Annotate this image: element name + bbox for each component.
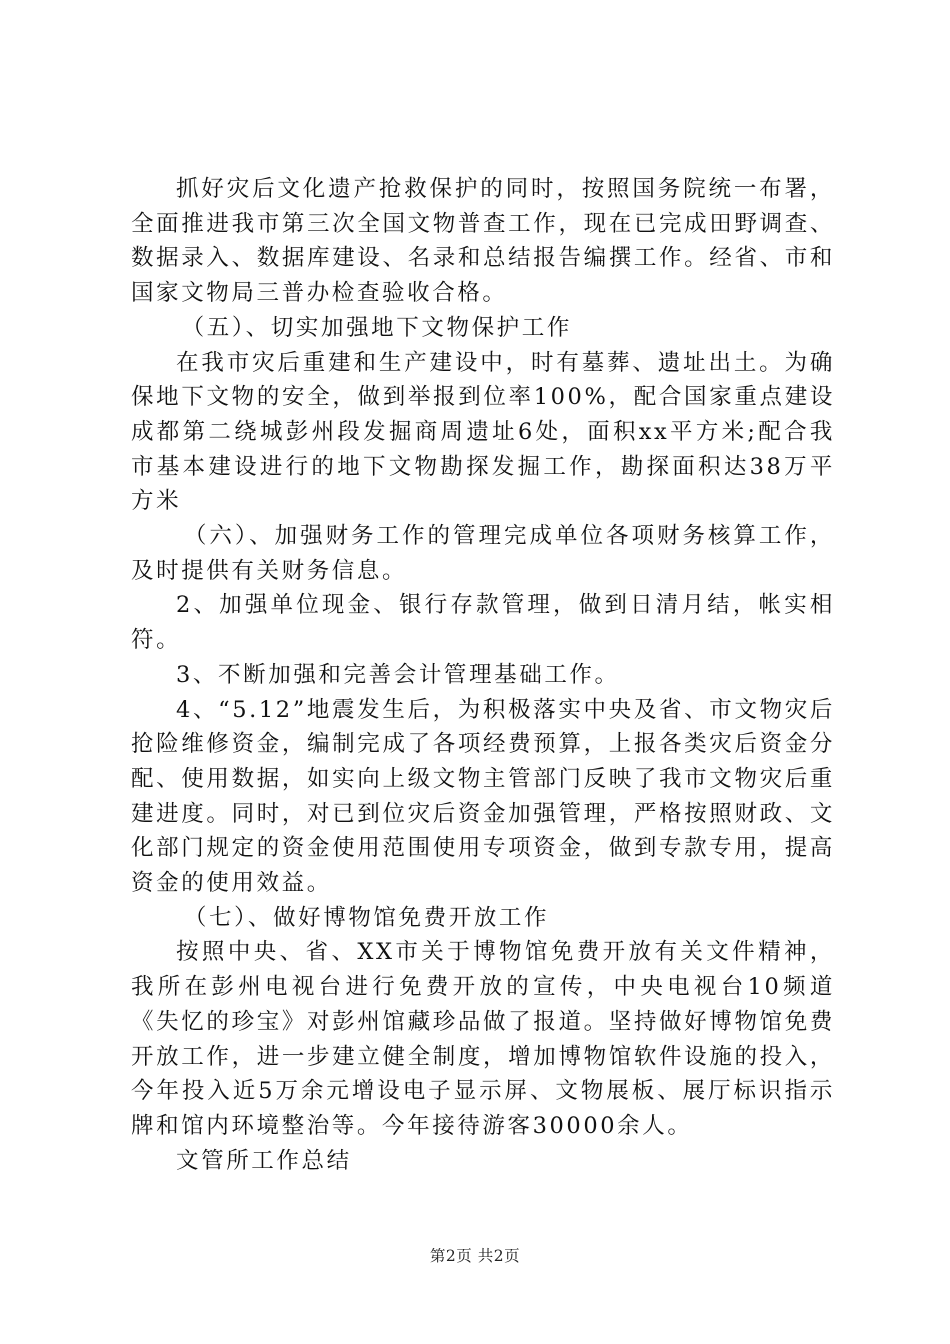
document-body — [131, 172, 835, 1178]
heading-section-6: （六）、加强财务工作的管理完成单位各项财务核算工作，及时提供有关财务信息。 — [131, 523, 835, 584]
paragraph-underground-relics: 在我市灾后重建和生产建设中，时有墓葬、遗址出土。为确保地下文物的安全，做到举报到位率100%，配合国家重点建设成都第二绕城彭州段发掘商周遗址6处，面积xx平方米;配合我市基本建设进行的地下文物勘探发掘工作，勘探面积达38万平方米 — [131, 349, 835, 515]
paragraph-item-2: 2、加强单位现金、银行存款管理，做到日清月结，帐实相符。 — [131, 592, 835, 654]
paragraph-survey: 抓好灾后文化遗产抢救保护的同时，按照国务院统一布署，全面推进我市第三次全国文物普查工作，现在已完成田野调查、数据录入、数据库建设、名录和总结报告编撰工作。经省、市和国家文物局三普办检查验收合格。 — [131, 176, 835, 307]
heading-section-7: （七）、做好博物馆免费开放工作 — [183, 904, 550, 931]
paragraph-museum: 按照中央、省、XX市关于博物馆免费开放有关文件精神，我所在彭州电视台进行免费开放的宣传，中央电视台10频道《失忆的珍宝》对彭州馆藏珍品做了报道。坚持做好博物馆免费开放工作，进一步建立健全制度，增加博物馆软件设施的投入，今年投入近5万余元增设电子显示屏、文物展板、展厅标识指示牌和馆内环境整治等。今年接待游客30000余人。 — [131, 939, 835, 1139]
heading-section-5: （五）、切实加强地下文物保护工作 — [181, 314, 572, 341]
document-closing-title: 文管所工作总结 — [176, 1147, 352, 1174]
page-footer: 第2页 共2页 — [429, 1247, 521, 1265]
paragraph-item-4: 4、“5.12”地震发生后，为积极落实中央及省、市文物灾后抢险维修资金，编制完成了各项经费预算，上报各类灾后资金分配、使用数据，如实向上级文物主管部门反映了我市文物灾后重建进度。同时，对已到位灾后资金加强管理，严格按照财政、文化部门规定的资金使用范围使用专项资金，做到专款专用，提高资金的使用效益。 — [131, 696, 835, 897]
paragraph-item-3: 3、不断加强和完善会计管理基础工作。 — [176, 661, 620, 688]
